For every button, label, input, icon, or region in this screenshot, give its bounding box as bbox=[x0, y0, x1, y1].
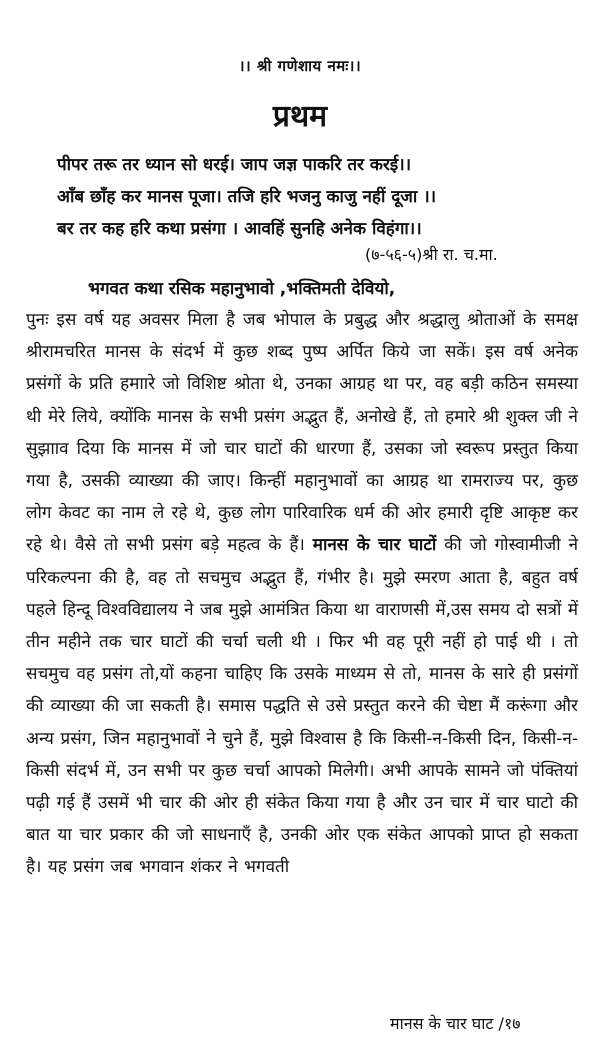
address-greeting: भगवत कथा रसिक महानुभावो ,भक्तिमती देवियो, bbox=[88, 279, 396, 299]
verse-line-1: पीपर तरू तर ध्यान सो धरई। जाप जज्ञ पाकरि तर करई।। bbox=[57, 155, 412, 175]
body-text-part-2: की जो गोस्वामीजी ने परिकल्पना की है, वह तो सचमुच अद्भुत हैं, गंभीर है। मुझे स्मरण आता है, बहुत वर्ष पहले हिन्दू विश्वविद्यालय ने जब मुझे आमंत्रित किया था वाराणसी में,उस समय दो सत्रों में तीन महीने तक चार घाटों की चर्चा चली थी । फिर भी वह पूरी नहीं हो पाई थी । तो सचमुच वह प्रसंग तो,यों कहना चाहिए कि उसके माध्यम से तो, मानस के सारे ही प्रसंगों की व्याख्या की जा सकती है। समास पद्धति से उसे प्रस्तुत करने की चेष्टा मैं करूंगा और अन्य प्रसंग, जिन महानुभावों ने चुने हैं, मुझे विश्वास है कि किसी-न-किसी दिन, किसी-न-किसी संदर्भ में, उन सभी पर कुछ चर्चा आपको मिलेगी। अभी आपके सामने जो पंक्तियां पढ़ी गई हैं उसमें भी चार की ओर ही संकेत किया गया है और उन चार में चार घाटो की बात या चार प्रकार की जो साधनाएँ है, उनकी ओर एक संकेत आपको प्राप्त हो सकता है। यह प्रसंग जब भगवान शंकर ने भगवती bbox=[26, 535, 579, 878]
body-paragraph bbox=[26, 304, 578, 884]
chapter-title: प्रथम bbox=[272, 99, 328, 134]
page-footer: मानस के चार घाट /१७ bbox=[390, 1014, 521, 1033]
verse-line-3: बर तर कह हरि कथा प्रसंगा । आवहिं सुनहि अनेक विहंगा।। bbox=[57, 219, 422, 239]
body-text-part-1: पुनः इस वर्ष यह अवसर मिला है जब भोपाल के प्रबुद्ध और श्रद्धालु श्रोताओं के समक्ष श्रीरामचरित मानस के संदर्भ में कुछ शब्द पुष्प अर्पित किये जा सकें। इस वर्ष अनेक प्रसंगों के प्रति हमाारे जो विशिष्ट श्रोता थे, उनका आग्रह था पर, वह बड़ी कठिन समस्या थी मेरे लिये, क्योंकि मानस के सभी प्रसंग अद्भुत हैं, अनोखे हैं, तो हमारे श्री शुक्ल जी ने सुझााव दिया कि मानस में जो चार घाटों की धारणा हैं, उसका जो स्वरूप प्रस्तुत किया गया है, उसकी व्याख्या की जाए। किन्हीं महानुभावों का आग्रह था रामराज्य पर, कुछ लोग केवट का नाम ले रहे थे, कुछ लोग पारिवारिक धर्म की ओर हमारी दृष्टि आकृष्ट कर रहे थे। वैसे तो सभी प्रसंग बड़े महत्व के हैं। bbox=[26, 310, 578, 556]
verse-line-2: आँब छाँह कर मानस पूजा। तजि हरि भजनु काजु नहीं दूजा ।। bbox=[57, 187, 437, 207]
verse-source-citation: (७-५६-५)श्री रा. च.मा. bbox=[365, 245, 498, 264]
body-emphasis: मानस के चार घाटों bbox=[312, 535, 437, 556]
invocation-heading: ।। श्री गणेशाय नमः।। bbox=[238, 57, 362, 75]
